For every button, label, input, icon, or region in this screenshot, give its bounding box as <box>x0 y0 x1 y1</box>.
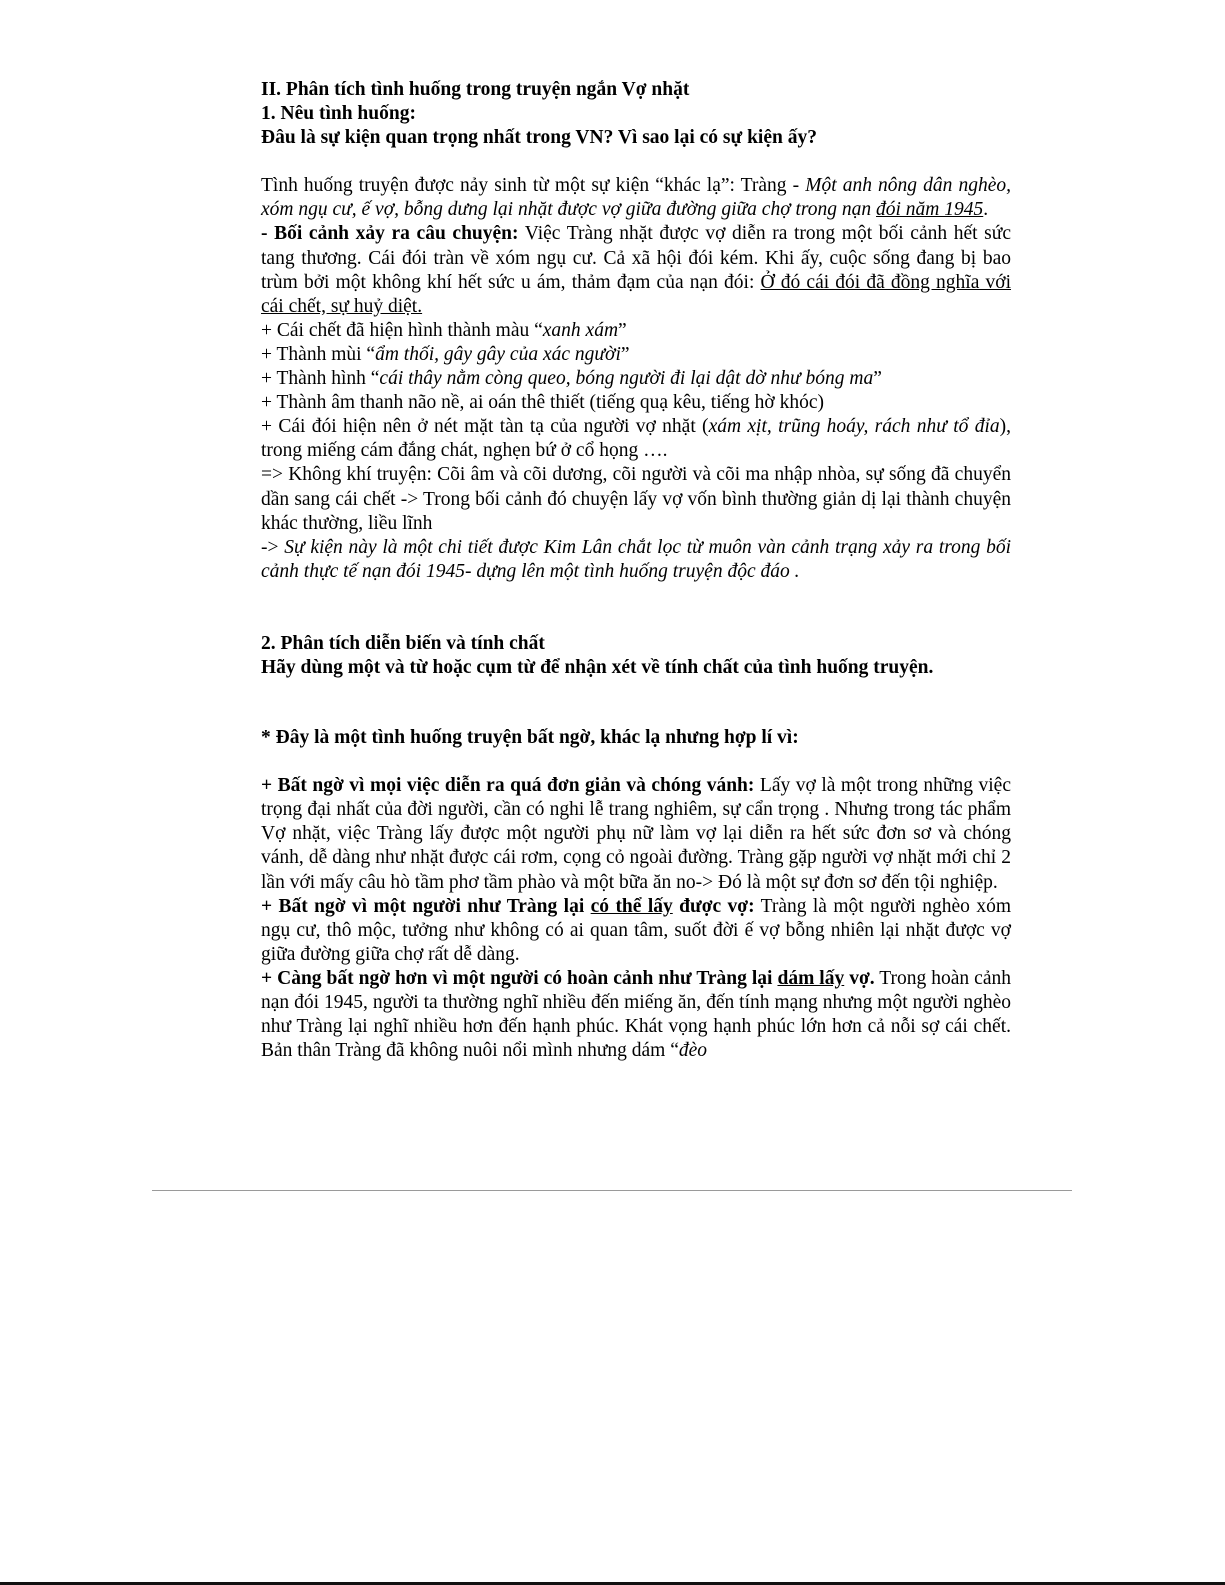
subsection-heading: 1. Nêu tình huống: <box>261 103 416 125</box>
context-paragraph: - Bối cảnh xảy ra câu chuyện: Việc Tràng nhặt được vợ diễn ra trong một bối cảnh hết sức tang thương. Cái đói tràn về xóm ngụ cư. Cả xã hội đói kém. Khi ấy, cuộc sống đang bị bao trùm bởi một không khí hết sức u ám, thảm đạm của nạn đói: Ở đó cái đói đã đồng nghĩa với cái chết, sự huỷ diệt. <box>261 223 1011 317</box>
spacer <box>261 584 1011 632</box>
list-item: + Thành âm thanh não nề, ai oán thê thiết (tiếng quạ kêu, tiếng hờ khóc) <box>261 392 824 414</box>
spacer <box>261 750 1011 774</box>
spacer <box>261 680 1011 726</box>
section2-prompt: Hãy dùng một và từ hoặc cụm từ để nhận xét về tính chất của tình huống truyện. <box>261 656 934 678</box>
page-footer-rule <box>152 1190 1072 1191</box>
list-item: + Cái chết đã hiện hình thành màu “xanh xám” <box>261 319 627 341</box>
intro-paragraph: Tình huống truyện được nảy sinh từ một sự kiện “khác lạ”: Tràng - Một anh nông dân nghèo, xóm ngụ cư, ế vợ, bỗng dưng lại nhặt được vợ giữa đường giữa chợ trong nạn đói năm 1945. <box>261 175 1011 221</box>
section2-heading: 2. Phân tích diễn biến và tính chất <box>261 632 545 654</box>
atmosphere-paragraph: => Không khí truyện: Cõi âm và cõi dương, cõi người và cõi ma nhập nhòa, sự sống đã chuyển dần sang cái chết -> Trong bối cảnh đó chuyện lấy vợ vốn bình thường giản dị lại thành chuyện khác thường, liều lĩnh <box>261 464 1011 534</box>
point-paragraph: + Càng bất ngờ hơn vì một người có hoàn cảnh như Tràng lại dám lấy vợ. Trong hoàn cảnh nạn đói 1945, người ta thường nghĩ nhiều đến miếng ăn, đến tính mạng nhưng một người nghèo như Tràng lại nghĩ nhiều hơn đến hạnh phúc. Khát vọng hạnh phúc lớn hơn cả nỗi sợ cái chết. Bản thân Tràng đã không nuôi nổi mình nhưng dám “đèo <box>261 967 1011 1062</box>
point-paragraph: + Bất ngờ vì mọi việc diễn ra quá đơn giản và chóng vánh: Lấy vợ là một trong những việc trọng đại nhất của đời người, cần có nghi lễ trang nghiêm, sự cẩn trọng . Nhưng trong tác phẩm Vợ nhặt, việc Tràng lấy được một người phụ nữ làm vợ lại diễn ra hết sức đơn sơ và chóng vánh, dễ dàng như nhặt được cái rơm, cọng cỏ ngoài đường. Tràng gặp người vợ nhặt mới chỉ 2 lần với mấy câu hò tầm phơ tầm phào và một bữa ăn no-> Đó là một sự đơn sơ đến tội nghiệp. <box>261 775 1011 893</box>
section-heading: II. Phân tích tình huống trong truyện ngắn Vợ nhặt <box>261 79 690 100</box>
point-paragraph: + Bất ngờ vì một người như Tràng lại có thể lấy được vợ: Tràng là một người nghèo xóm ngụ cư, thô mộc, tưởng như không có ai quan tâm, suốt đời ế vợ bỗng nhiên lại nhặt được vợ giữa đường giữa chợ rất dễ dàng. <box>261 895 1011 965</box>
question-line: Đâu là sự kiện quan trọng nhất trong VN? Vì sao lại có sự kiện ấy? <box>261 127 817 149</box>
spacer <box>261 150 1011 174</box>
list-item: + Thành mùi “ẩm thối, gây gây của xác người” <box>261 343 630 365</box>
document-page <box>261 78 1011 1063</box>
list-item: + Thành hình “cái thây nằm còng queo, bóng người đi lại dật dờ như bóng ma” <box>261 368 882 390</box>
conclusion-paragraph: -> Sự kiện này là một chi tiết được Kim Lân chắt lọc từ muôn vàn cảnh trạng xảy ra trong bối cảnh thực tế nạn đói 1945- dựng lên một tình huống truyện độc đáo . <box>261 536 1011 582</box>
list-item: + Cái đói hiện nên ở nét mặt tàn tạ của người vợ nhặt (xám xịt, trũng hoáy, rách như tổ đỉa), trong miếng cám đắng chát, nghẹn bứ ở cổ họng …. <box>261 416 1012 462</box>
claim-line: * Đây là một tình huống truyện bất ngờ, khác lạ nhưng hợp lí vì: <box>261 727 799 749</box>
